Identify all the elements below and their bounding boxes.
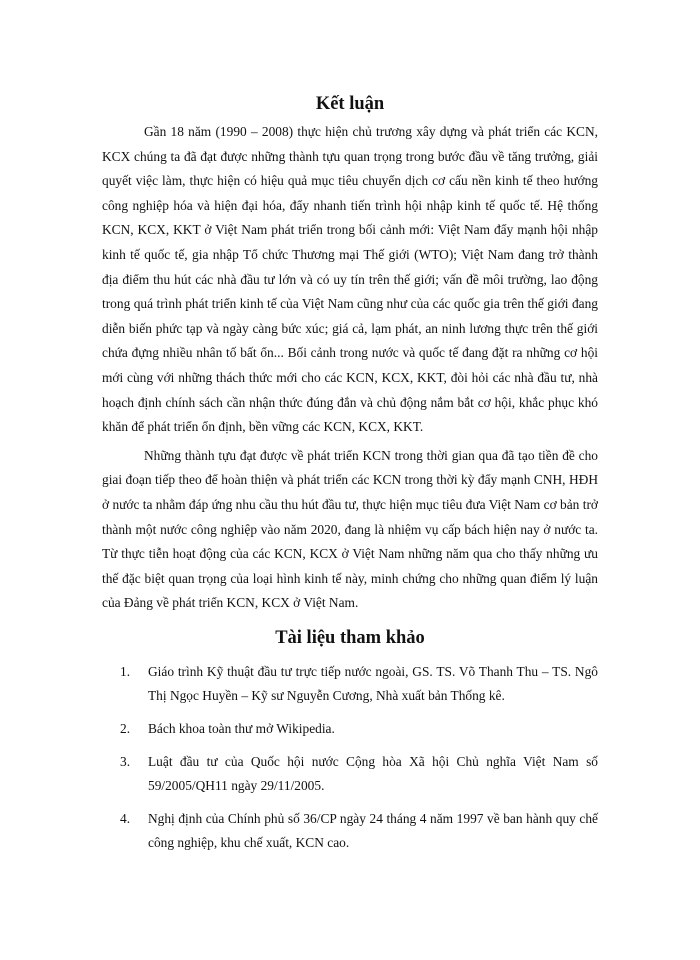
conclusion-heading: Kết luận <box>315 94 385 114</box>
reference-number: 2. <box>120 721 131 737</box>
conclusion-paragraph-1: Gần 18 năm (1990 – 2008) thực hiện chủ trương xây dựng và phát triển các KCN, KCX chúng ta đã đạt được những thành tựu quan trọng trong bước đầu về tăng trưởng, giải quyết việc làm, thực hiện có hiệu quả mục tiêu chuyển dịch cơ cấu nền kinh tế theo hướng công nghiệp hóa và hiện đại hóa, đẩy nhanh tiến trình hội nhập kinh tế quốc tế. Hệ thống KCN, KCX, KKT ở Việt Nam phát triển trong bối cảnh mới: Việt Nam đẩy mạnh hội nhập kinh tế quốc tế, gia nhập Tổ chức Thương mại Thế giới (WTO); Việt Nam đang trở thành địa điểm thu hút các nhà đầu tư lớn và có uy tín trên thế giới; vấn đề môi trường, lao động trong quá trình phát triển kinh tế của Việt Nam cũng như của các quốc gia trên thế giới đang diễn biến phức tạp và ngày càng bức xúc; giá cả, lạm phát, an ninh lương thực trên thế giới chứa đựng nhiều nhân tố bất ổn... Bối cảnh trong nước và quốc tế đang đặt ra những cơ hội mới cùng với những thách thức mới cho các KCN, KCX, KKT, đòi hỏi các nhà đầu tư, nhà hoạch định chính sách cần nhận thức đúng đắn và chủ động nắm bắt cơ hội, khắc phục khó khăn để phát triển ổn định, bền vững các KCN, KCX, KKT. <box>102 124 598 435</box>
reference-number: 4. <box>120 810 131 826</box>
reference-text: Nghị định của Chính phủ số 36/CP ngày 24 tháng 4 năm 1997 về ban hành quy chế công nghiệp, khu chế xuất, KCN cao. <box>148 810 598 851</box>
reference-item-4 <box>102 807 598 856</box>
reference-text: Giáo trình Kỹ thuật đầu tư trực tiếp nước ngoài, GS. TS. Võ Thanh Thu – TS. Ngô Thị Ngọc Huyền – Kỹ sư Nguyễn Cương, Nhà xuất bản Thống kê. <box>148 663 598 704</box>
reference-number: 1. <box>120 663 131 679</box>
reference-text: Luật đầu tư của Quốc hội nước Cộng hòa Xã hội Chủ nghĩa Việt Nam số 59/2005/QH11 ngày 29/11/2005. <box>148 753 598 794</box>
reference-item-3 <box>102 750 598 799</box>
reference-number: 3. <box>120 753 131 769</box>
reference-item-2 <box>102 717 598 742</box>
conclusion-paragraph-2: Những thành tựu đạt được về phát triển KCN trong thời gian qua đã tạo tiền đề cho giai đoạn tiếp theo để hoàn thiện và phát triển các KCN trong thời kỳ đẩy mạnh CNH, HĐH ở nước ta nhằm đáp ứng nhu cầu thu hút đầu tư, thực hiện mục tiêu đưa Việt Nam cơ bản trở thành một nước công nghiệp vào năm 2020, đang là nhiệm vụ cấp bách hiện nay ở nước ta. Từ thực tiễn hoạt động của các KCN, KCX ở Việt Nam những năm qua cho thấy những ưu thế đặc biệt quan trọng của loại hình kinh tế này, minh chứng cho những quan điểm lý luận của Đảng về phát triển KCN, KCX ở Việt Nam. <box>102 447 598 611</box>
reference-list <box>102 660 598 856</box>
reference-text: Bách khoa toàn thư mở Wikipedia. <box>148 721 335 737</box>
reference-item-1 <box>102 660 598 709</box>
references-heading: Tài liệu tham khảo <box>275 627 425 648</box>
